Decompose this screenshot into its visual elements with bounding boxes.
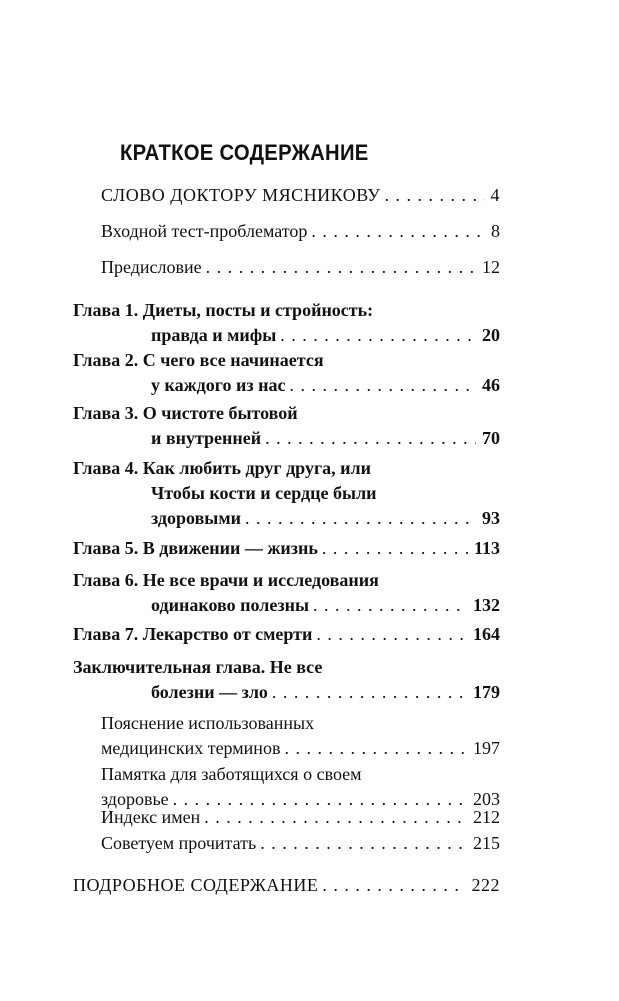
toc-entry-label: Предисловие bbox=[101, 257, 202, 277]
toc-entry-label: медицинских терминов bbox=[101, 738, 281, 758]
toc-page-number: 8 bbox=[491, 221, 500, 241]
toc-entry-label: Индекс имен bbox=[101, 807, 201, 827]
toc-entry-chapter-7[interactable] bbox=[73, 622, 500, 647]
toc-page-number: 46 bbox=[482, 375, 500, 395]
toc-entry-chapter-4[interactable] bbox=[73, 456, 500, 531]
toc-entry-final-chapter[interactable] bbox=[73, 655, 500, 705]
toc-entry-label: СЛОВО ДОКТОРУ МЯСНИКОВУ bbox=[101, 185, 381, 205]
toc-page-number: 12 bbox=[482, 257, 500, 277]
toc-entry-label: Глава 6. Не все врачи и исследования bbox=[73, 570, 379, 590]
dot-leader bbox=[384, 183, 484, 208]
toc-page-number: 215 bbox=[473, 833, 500, 853]
dot-leader bbox=[284, 736, 467, 761]
toc-entry-label: Советуем прочитать bbox=[101, 833, 257, 853]
dot-leader bbox=[260, 831, 467, 856]
dot-leader bbox=[289, 373, 476, 398]
dot-leader bbox=[316, 622, 467, 647]
toc-page-number: 4 bbox=[490, 185, 500, 205]
toc-entry-label: Глава 4. Как любить друг друга, или bbox=[73, 458, 371, 478]
toc-page-number: 132 bbox=[473, 595, 500, 615]
dot-leader bbox=[245, 506, 476, 531]
toc-entry-chapter-1[interactable] bbox=[73, 298, 500, 348]
toc-entry-label: у каждого из нас bbox=[151, 375, 286, 395]
toc-entry-label: Глава 7. Лекарство от смерти bbox=[73, 624, 313, 644]
toc-entry-label: Глава 3. О чистоте бытовой bbox=[73, 403, 298, 423]
toc-entry-chapter-5[interactable] bbox=[73, 536, 500, 561]
toc-entry-label: Чтобы кости и сердце были bbox=[151, 483, 377, 503]
toc-page-number: 164 bbox=[473, 624, 500, 644]
dot-leader bbox=[322, 873, 465, 898]
toc-page-number: 222 bbox=[471, 875, 500, 895]
dot-leader bbox=[272, 680, 467, 705]
toc-page-number: 20 bbox=[482, 325, 500, 345]
toc-entry-detailed-contents[interactable] bbox=[73, 873, 500, 898]
toc-entry-label: Памятка для заботящихся о своем bbox=[101, 764, 362, 784]
toc-entry-label: одинаково полезны bbox=[151, 595, 309, 615]
toc-entry-label: здоровье bbox=[101, 789, 169, 809]
toc-entry-label: болезни — зло bbox=[151, 682, 268, 702]
toc-entry-chapter-6[interactable] bbox=[73, 568, 500, 618]
toc-page-number: 203 bbox=[473, 789, 500, 809]
toc-entry-recommended[interactable] bbox=[101, 831, 500, 856]
toc-entry-label: здоровыми bbox=[151, 508, 241, 528]
toc-entry-chapter-2[interactable] bbox=[73, 348, 500, 398]
dot-leader bbox=[322, 536, 468, 561]
dot-leader bbox=[265, 426, 476, 451]
toc-entry-intro-word[interactable] bbox=[101, 183, 500, 208]
toc-entry-glossary[interactable] bbox=[101, 711, 500, 761]
toc-page-number: 197 bbox=[473, 738, 500, 758]
toc-page-number: 179 bbox=[473, 682, 500, 702]
dot-leader bbox=[204, 805, 467, 830]
dot-leader bbox=[313, 593, 467, 618]
toc-page-number: 212 bbox=[473, 807, 500, 827]
toc-entry-name-index[interactable] bbox=[101, 805, 500, 830]
toc-entry-intro-test[interactable] bbox=[101, 219, 500, 244]
toc-entry-label: Глава 1. Диеты, посты и стройность: bbox=[73, 300, 374, 320]
toc-entry-label: и внутренней bbox=[151, 428, 262, 448]
toc-page-number: 70 bbox=[482, 428, 500, 448]
toc-entry-preface[interactable] bbox=[101, 255, 500, 280]
toc-entry-chapter-3[interactable] bbox=[73, 401, 500, 451]
toc-entry-label: ПОДРОБНОЕ СОДЕРЖАНИЕ bbox=[73, 875, 319, 895]
page-title: КРАТКОЕ СОДЕРЖАНИЕ bbox=[120, 140, 369, 165]
dot-leader bbox=[311, 219, 485, 244]
dot-leader bbox=[206, 255, 476, 280]
toc-entry-label: Глава 2. С чего все начинается bbox=[73, 350, 324, 370]
toc-entry-label: Пояснение использованных bbox=[101, 713, 315, 733]
dot-leader bbox=[280, 323, 476, 348]
toc-entry-label: Заключительная глава. Не все bbox=[73, 657, 323, 677]
toc-page-number: 113 bbox=[473, 538, 500, 558]
toc-entry-label: правда и мифы bbox=[151, 325, 277, 345]
toc-entry-label: Глава 5. В движении — жизнь bbox=[73, 538, 318, 558]
toc-page-number: 93 bbox=[482, 508, 500, 528]
toc-entry-label: Входной тест-проблематор bbox=[101, 221, 308, 241]
